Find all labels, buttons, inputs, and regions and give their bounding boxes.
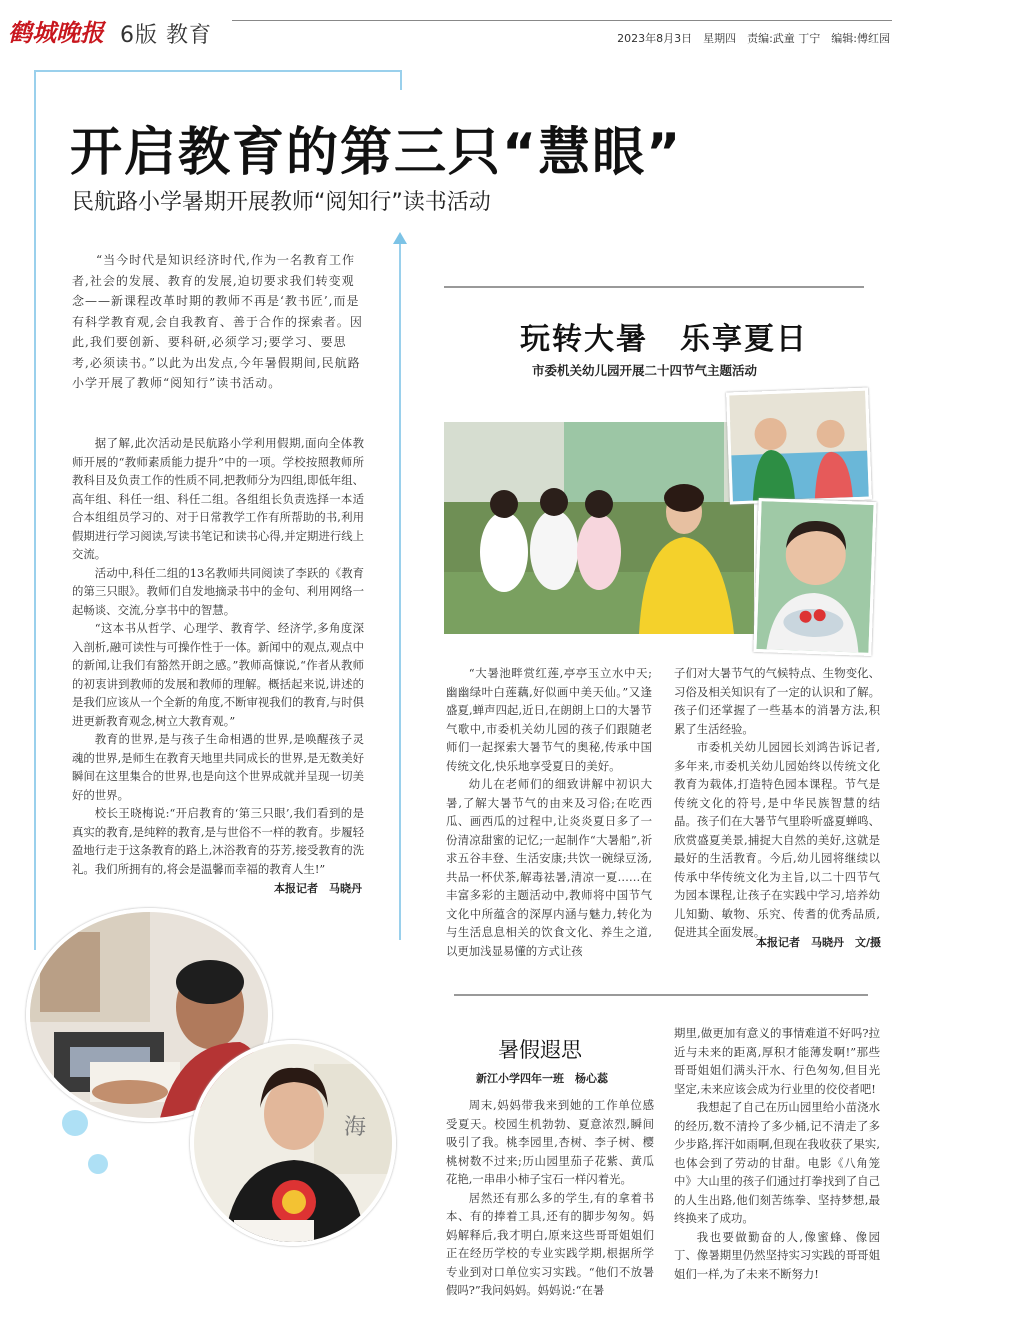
children-eating-photo	[726, 388, 872, 505]
main-subheadline: 民航路小学暑期开展教师“阅知行”读书活动	[72, 190, 491, 215]
main-headline: 开启教育的第三只“慧眼”	[70, 123, 683, 183]
paragraph: 校长王晓梅说:“开启教育的‘第三只眼’,我们看到的是真实的教育,是纯粹的教育,是与世俗不一样的教育。步履轻盈地行走于这条教育的路上,沐浴教育的芬芳,接受教育的洗礼。我们所拥有的,将会是温馨而幸福的教育人生!”	[72, 806, 365, 876]
paragraph: 幼儿在老师们的细致讲解中初识大暑,了解大暑节气的由来及习俗;在吃西瓜、画西瓜的过程中,让炎炎夏日多了一份清凉甜蜜的记忆;一起制作“大暑船”,祈求五谷丰登、生活安康;共饮一碗绿豆汤,共品一杯伏茶,解毒祛暑,清凉一夏……在丰富多彩的主题活动中,教师将中国节气文化中所蕴含的深厚内涵与魅力,转化为与生活息息相关的饮食文化、养生之道,以更加浅显易懂的方式让孩	[446, 777, 652, 958]
paragraph: “大暑池畔赏红莲,亭亭玉立水中天;幽幽绿叶白莲藕,好似画中美天仙。”又逢盛夏,蝉声四起,近日,在朗朗上口的大暑节气歌中,市委机关幼儿园的孩子们跟随老师们一起探索大暑节气的奥秘,传承中国传统文化,快乐地享受夏日的美好。	[446, 666, 652, 773]
decorative-dot	[62, 1110, 88, 1136]
essay-body-col2	[674, 1024, 880, 1283]
paragraph: 我想起了自己在历山园里给小苗浇水的经历,数不清拎了多少桶,记不清走了多少步路,挥汗如雨啊,但现在我收获了果实,也体会到了劳动的甘甜。电影《八角笼中》大山里的孩子们通过打拳找到了自己的人生出路,他们刻苦练拳、坚持梦想,最终换来了成功。	[674, 1100, 880, 1225]
paragraph: 据了解,此次活动是民航路小学利用假期,面向全体教师开展的“教师素质能力提升”中的一项。学校按照教师所教科目及负责工作的性质不同,把教师分为四组,即低年组、高年组、科任一组、科任二组。各组组长负责选择一本适合本组组员学习的、对于日常教学工作有所帮助的书,利用假期进行学习阅读,写读书笔记和读书心得,并定期进行线上交流。	[72, 436, 365, 561]
paragraph: 期里,做更加有意义的事情难道不好吗?拉近与未来的距离,厚积才能薄发啊!”那些哥哥姐姐们满头汗水、行色匆匆,但目光坚定,未来应该会成为行业里的佼佼者吧!	[674, 1026, 880, 1096]
main-byline: 本报记者 马晓丹	[274, 882, 362, 895]
classroom-photo	[444, 422, 754, 634]
paragraph: 子们对大暑节气的气候特点、生物变化、习俗及相关知识有了一定的认识和了解。孩子们还掌握了一些基本的消暑方法,积累了生活经验。	[674, 666, 880, 736]
essay-author: 新江小学四年一班 杨心蕊	[476, 1072, 608, 1085]
essay-headline: 暑假遐思	[498, 1038, 582, 1062]
newspaper-logo	[6, 14, 118, 48]
dateline: 2023年8月3日 星期四 责编:武童 丁宁 编辑:傅红园	[617, 32, 890, 45]
kindergarten-body-col2	[674, 664, 880, 942]
essay-body-col1	[446, 1096, 654, 1300]
frame-left	[34, 70, 36, 950]
arrow-up-icon	[393, 232, 407, 244]
svg-text:鹤城晚报: 鹤城晚报	[8, 18, 104, 47]
section-label: 6版 教育	[120, 23, 212, 48]
arrow-line	[399, 240, 401, 940]
teacher-reading-photo	[190, 1040, 396, 1246]
paragraph: 市委机关幼儿园园长刘鸿告诉记者,多年来,市委机关幼儿园始终以传统文化教育为载体,打造特色园本课程。节气是传统文化的符号,是中华民族智慧的结晶。孩子们在大暑节气里聆听盛夏蝉鸣、欣赏盛夏美景,捕捉大自然的美好,这就是最好的生活教育。今后,幼儿园将继续以传承中华传统文化为主旨,以二十四节气为园本课程,让孩子在实践中学习,培养幼儿知勤、敏物、乐究、传耆的优秀品质,促进其全面发展。	[674, 740, 880, 939]
header-rule	[232, 20, 892, 21]
section-rule	[454, 994, 868, 996]
paragraph: 活动中,科任二组的13名教师共同阅读了李跃的《教育的第三只眼》。教师们自发地摘录书中的金句、利用网络一起畅谈、交流,分享书中的智慧。	[72, 565, 364, 617]
kindergarten-byline: 本报记者 马晓丹 文/摄	[756, 936, 882, 949]
paragraph: 我也要做勤奋的人,像蜜蜂、像园丁、像暑期里仍然坚持实习实践的哥哥姐姐们一样,为了未来不断努力!	[674, 1229, 880, 1281]
svg-text:海: 海	[344, 1115, 367, 1140]
frame-top	[34, 70, 402, 72]
child-eating-watermelon-photo	[753, 498, 876, 656]
frame-right	[400, 70, 402, 90]
main-lead: “当今时代是知识经济时代,作为一名教育工作者,社会的发展、教育的发展,迫切要求我们转变观念——新课程改革时期的教师不再是‘教书匠’,而是有科学教育观,会自我教育、善于合作的探索者。因此,我们要创新、要科研,必须学习;要学习、要思考,必须读书。”以此为出发点,今年暑假期间,民航路小学开展了教师“阅知行”读书活动。	[72, 253, 363, 390]
paragraph: “这本书从哲学、心理学、教育学、经济学,多角度深入剖析,融可读性与可操作性于一体。新闻中的观点,观点中的新闻,让我们有豁然开朗之感。”教师高慷说,“作者从教师的初衷讲到教师的发展和教师的理解。概括起来说,讲述的是我们应该从一个全新的角度,不断审视我们的教育,与时俱进更新教育观念,树立大教育观。”	[72, 621, 365, 728]
kindergarten-body-col1	[446, 664, 652, 960]
kindergarten-subheadline: 市委机关幼儿园开展二十四节气主题活动	[532, 363, 758, 378]
decorative-dot	[88, 1154, 108, 1174]
section-rule	[444, 286, 864, 288]
paragraph: 居然还有那么多的学生,有的拿着书本、有的捧着工具,还有的脚步匆匆。妈妈解释后,我才明白,原来这些哥哥姐姐们正在经历学校的专业实践学期,根据所学专业到对口单位实习实践。“他们不放暑假吗?”我问妈妈。妈妈说:“在暑	[446, 1190, 654, 1297]
paragraph: 教育的世界,是与孩子生命相遇的世界,是唤醒孩子灵魂的世界,是师生在教育天地里共同成长的世界,是无数美好瞬间在这里集合的世界,也是向这个世界成就并呈现一切美好的世界。	[72, 732, 365, 802]
paragraph: 周末,妈妈带我来到她的工作单位感受夏天。校园生机勃勃、夏意浓烈,瞬间吸引了我。桃李园里,杏树、李子树、樱桃树数不过来;历山园里茄子花紫、黄瓜花艳,一串串小柿子宝石一样闪着光。	[446, 1098, 654, 1186]
main-body	[72, 434, 364, 878]
kindergarten-headline: 玩转大暑 乐享夏日	[520, 322, 808, 357]
